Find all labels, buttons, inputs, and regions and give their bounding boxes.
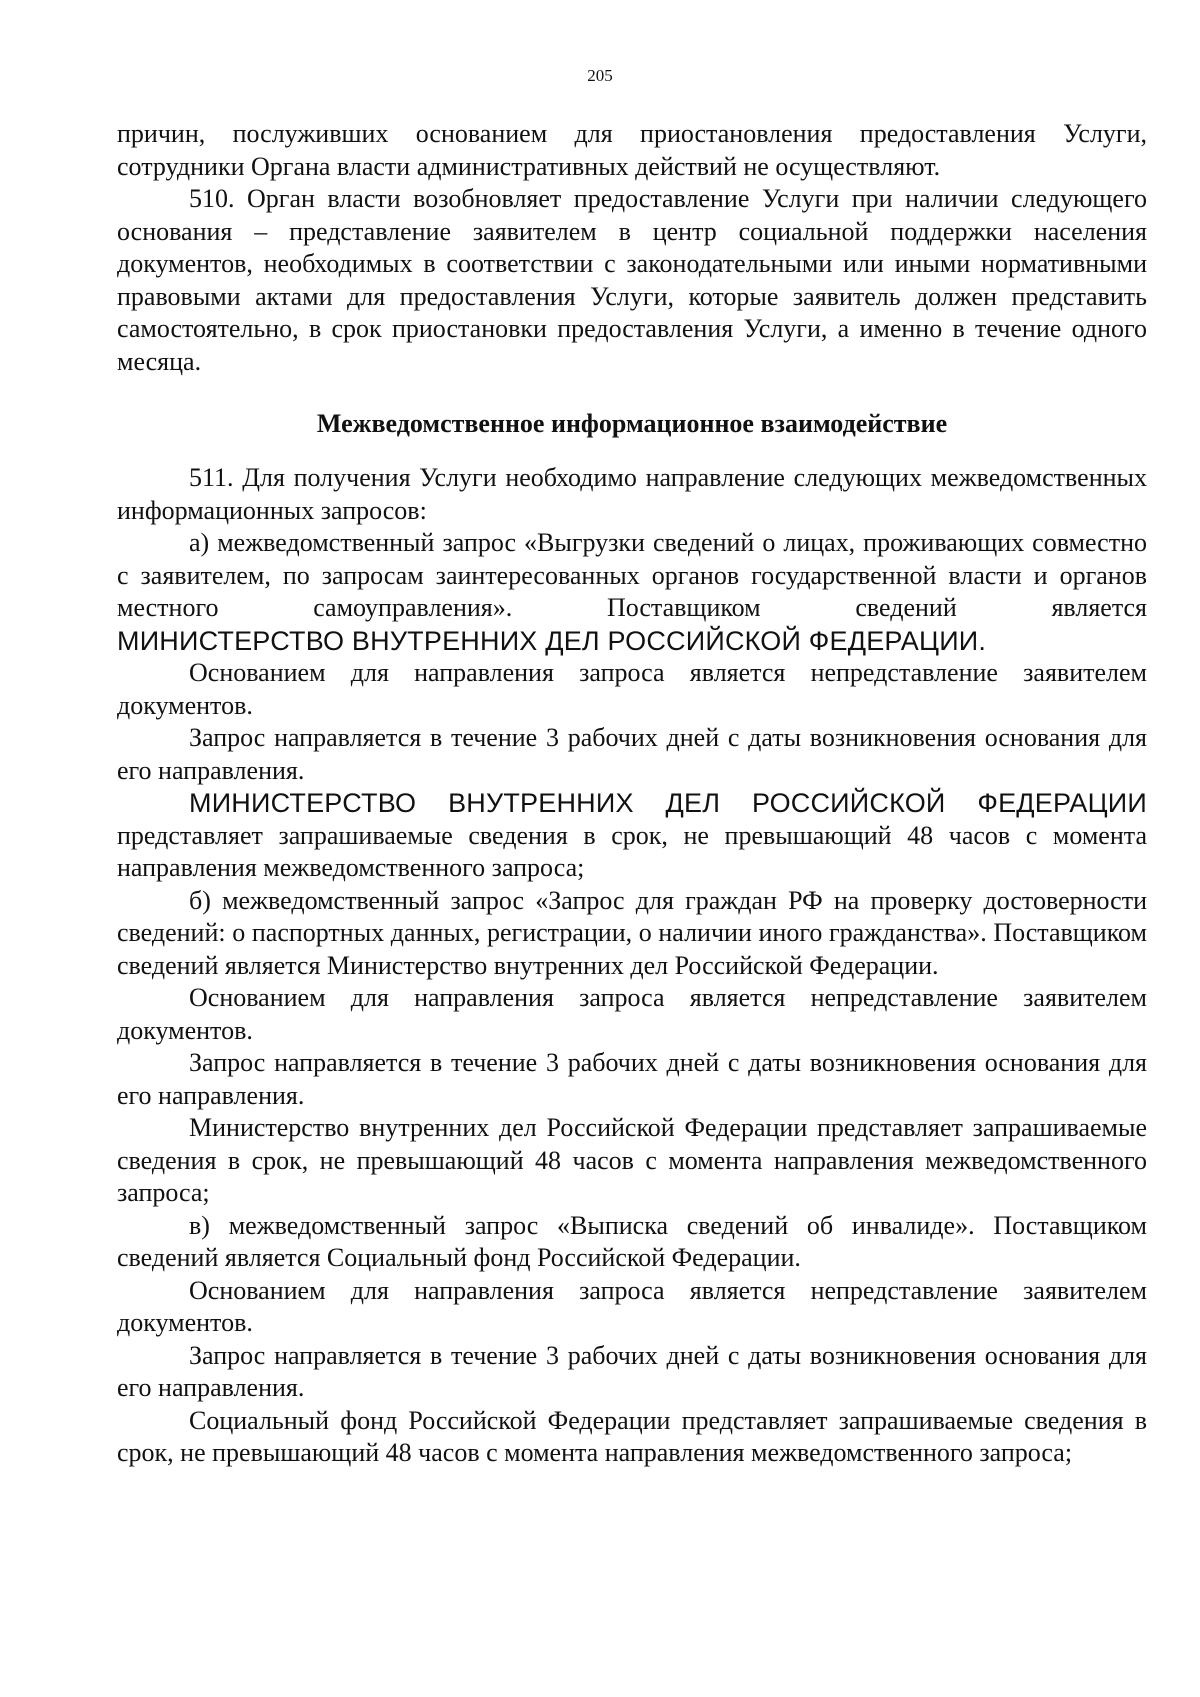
paragraph-item-v-term: Запрос направляется в течение 3 рабочих дней с даты возникновения основания для его направления. [117,1340,1147,1402]
paragraph-item-a: а) межведомственный запрос «Выгрузки сведений о лицах, проживающих совместно с заявителем, по запросам заинтересованных органов государственной власти и органов местного самоуправления». Поставщиком сведений является [117,528,1147,622]
paragraph-511: 511. Для получения Услуги необходимо направление следующих межведомственных информационных запросов: [117,463,1147,525]
paragraph-item-v-basis: Основанием для направления запроса является непредставление заявителем документов. [117,1275,1147,1337]
paragraph-item-a-supplier: МИНИСТЕРСТВО ВНУТРЕННИХ ДЕЛ РОССИЙСКОЙ ФЕДЕРАЦИИ. [117,625,987,656]
paragraph-item-a-response: представляет запрашиваемые сведения в срок, не превышающий 48 часов с момента направления межведомственного запроса; [117,820,1147,882]
document-body [117,118,1147,1470]
paragraph-continuation: причин, послуживших основанием для приостановления предоставления Услуги, сотрудники Органа власти административных действий не осуществляют. [117,119,1147,181]
paragraph-item-b-basis: Основанием для направления запроса является непредставление заявителем документов. [117,983,1147,1045]
paragraph-510: 510. Орган власти возобновляет предоставление Услуги при наличии следующего основания – представление заявителем в центр социальной поддержки населения документов, необходимых в соответствии с законодательными или иными нормативными правовыми актами для предоставления Услуги, которые заявитель должен представить самостоятельно, в срок приостановки предоставления Услуги, а именно в течение одного месяца. [117,184,1147,376]
paragraph-item-b-term: Запрос направляется в течение 3 рабочих дней с даты возникновения основания для его направления. [117,1048,1147,1110]
paragraph-item-v-response: Социальный фонд Российской Федерации представляет запрашиваемые сведения в срок, не превышающий 48 часов с момента направления межведомственного запроса; [117,1405,1147,1467]
paragraph-item-a-response-org: МИНИСТЕРСТВО ВНУТРЕННИХ ДЕЛ РОССИЙСКОЙ ФЕДЕРАЦИИ [189,788,1147,818]
section-heading: Межведомственное информационное взаимодействие [316,409,948,438]
paragraph-item-a-basis: Основанием для направления запроса является непредставление заявителем документов. [117,658,1147,720]
paragraph-item-b: б) межведомственный запрос «Запрос для граждан РФ на проверку достоверности сведений: о паспортных данных, регистрации, о наличии иного гражданства». Поставщиком сведений является Министерство внутренних дел Российской Федерации. [117,885,1147,980]
paragraph-item-b-response: Министерство внутренних дел Российской Федерации представляет запрашиваемые сведения в срок, не превышающий 48 часов с момента направления межведомственного запроса; [117,1113,1147,1207]
page-number: 205 [587,66,613,85]
paragraph-item-a-term: Запрос направляется в течение 3 рабочих дней с даты возникновения основания для его направления. [117,723,1147,785]
paragraph-item-v: в) межведомственный запрос «Выписка сведений об инвалиде». Поставщиком сведений является Социальный фонд Российской Федерации. [117,1210,1147,1272]
